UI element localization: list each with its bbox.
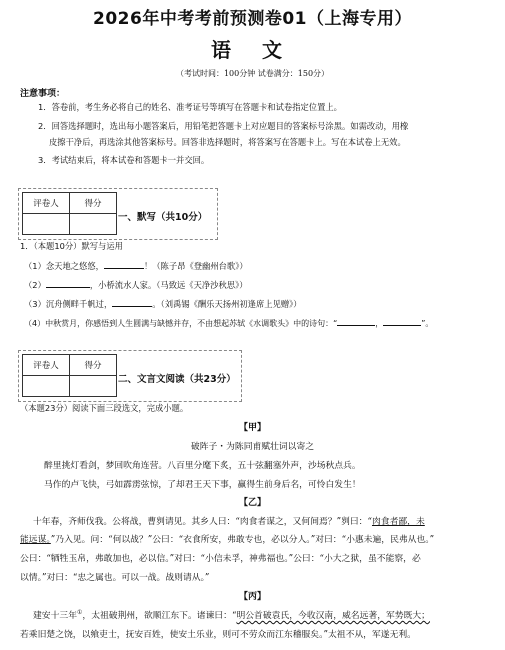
grader-label: 评卷人 (23, 193, 70, 214)
q1-item-4 (24, 316, 433, 329)
part-bing-label: 【丙】 (238, 592, 266, 602)
grader-cell[interactable] (23, 214, 70, 235)
section2-title: 二、文言文阅读（共23分） (118, 374, 236, 385)
prose-yi-line-2 (20, 532, 434, 545)
prose-bing-line-1 (33, 608, 430, 621)
notice-item-1: 1．答卷前，考生务必将自己的姓名、准考证号等填写在答题卡和试卷指定位置上。 (38, 102, 342, 112)
part-yi-label: 【乙】 (238, 498, 266, 508)
notice-item-3: 3．考试结束后，将本试卷和答题卡一并交回。 (38, 155, 210, 165)
wavy-underlined-text: 明公首破袁氏，今收汉南，威名远著，军势既大； (236, 611, 430, 621)
underlined-text: 能远谋。 (20, 535, 51, 545)
prose-yi-line-3: 公曰：“牺牲玉帛，弗敢加也，必以信。”对曰：“小信未孚，神弗福也。”公曰：“小大之狱，虽不能察，必 (20, 554, 421, 564)
q1-item-4-pre: （4）中秋赏月，你感悟到人生圆满与缺憾并存，不由想起苏轼《水调歌头》中的诗句：“ (24, 319, 338, 328)
score-label: 得分 (70, 193, 117, 214)
prose-bing-line-2: 若乘旧楚之饶，以飨吏士，抚安百姓，使安土乐业，则可不劳众而江东稽服矣。”太祖不从，军遂无利。 (20, 630, 416, 640)
subject-title: 语 文 (211, 38, 294, 62)
poem-title: 破阵子・为陈同甫赋壮词以寄之 (190, 442, 315, 452)
prose-text: 十年春，齐师伐我。公将战，曹刿请见。其乡人曰：“肉食者谋之，又何间焉？”刿曰：“ (33, 517, 372, 527)
prose-yi-line-1 (33, 514, 425, 527)
grader-cell[interactable] (23, 376, 70, 397)
prose-text: 建安十三年 (33, 611, 77, 621)
poem-line-1: 醉里挑灯看剑，梦回吹角连营。八百里分麾下炙，五十弦翻塞外声，沙场秋点兵。 (44, 461, 361, 471)
score-table-1 (22, 192, 117, 235)
q1-item-1-post: ！（陈子昂《登幽州台歌》） (143, 261, 248, 271)
score-table-2 (22, 354, 117, 397)
answer-blank[interactable] (112, 297, 152, 307)
question-2-intro: （本题23分）阅读下面三段选文，完成小题。 (20, 403, 189, 413)
q1-item-2-pre: （2） (24, 280, 46, 290)
grader-label: 评卷人 (23, 355, 70, 376)
underlined-text: 肉食者鄙，未 (371, 517, 425, 527)
answer-blank[interactable] (46, 278, 90, 288)
q1-item-4-mid: ， (375, 319, 384, 328)
q1-item-1-pre: （1）念天地之悠悠， (24, 261, 104, 271)
q1-item-3-pre: （3）沉舟侧畔千帆过， (24, 299, 113, 309)
part-jia-label: 【甲】 (238, 423, 266, 433)
exam-info: （考试时间：100分钟 试卷满分：150分） (175, 69, 330, 78)
q1-item-4-post: ”。 (421, 319, 434, 328)
prose-text: ，太祖破荆州，欲顺江东下。诸谏曰：“ (82, 611, 237, 621)
score-cell[interactable] (70, 214, 117, 235)
score-cell[interactable] (70, 376, 117, 397)
q1-item-3-post: 。（刘禹锡《酬乐天扬州初逢席上见赠》） (152, 299, 302, 309)
notice-item-2-cont: 皮擦干净后，再选涂其他答案标号。回答非选择题时，将答案写在答题卡上。写在本试卷上无效。 (49, 137, 406, 147)
notice-item-2: 2．回答选择题时，选出每小题答案后，用铅笔把答题卡上对应题目的答案标号涂黑。如需改动，用橡 (38, 121, 409, 131)
answer-blank[interactable] (337, 316, 375, 326)
q1-item-3 (24, 297, 302, 310)
notice-heading: 注意事项： (20, 89, 66, 99)
prose-text: ”乃入见。问：“何以战？”公曰：“衣食所安，弗敢专也，必以分人。”对曰：“小惠未遍，民弗从也。” (50, 535, 435, 545)
q1-item-2 (24, 278, 248, 291)
poem-line-2: 马作的卢飞快，弓如霹雳弦惊，了却君王天下事，赢得生前身后名，可怜白发生！ (44, 480, 361, 490)
prose-yi-line-4: 以情。”对曰：“忠之属也。可以一战。战则请从。” (20, 573, 210, 583)
score-label: 得分 (70, 355, 117, 376)
answer-blank[interactable] (383, 316, 421, 326)
q1-item-2-post: ，小桥流水人家。（马致远《天净沙秋思》） (89, 280, 248, 290)
answer-blank[interactable] (104, 259, 144, 269)
section1-title: 一、默写（共10分） (118, 212, 208, 223)
q1-item-1 (24, 259, 248, 272)
question-1: 1．（本题10分）默写与运用 (20, 241, 123, 251)
footnote-marker[interactable]: ① (77, 609, 83, 617)
paper-title: 2026年中考考前预测卷01（上海专用） (93, 9, 412, 29)
